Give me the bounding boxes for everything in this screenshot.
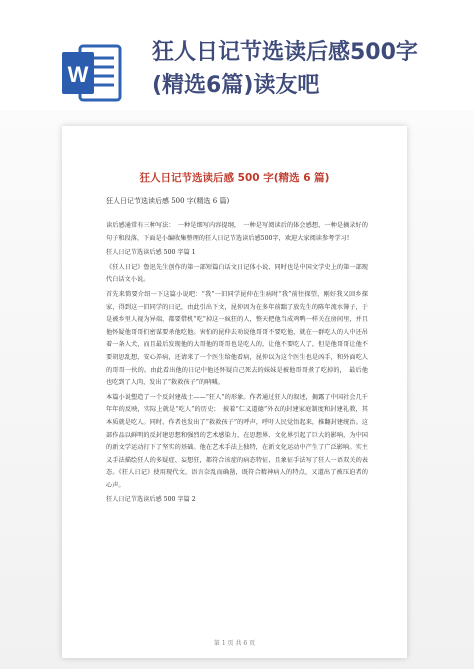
- paragraph: 读后感通常有三种写法： 一种是细写内容提纲， 一种是写阅读后的体会感想，一种是摘录好的句子和段落，下面是小编收集整理的狂人日记节选读后感500字，欢迎大家阅读参考学习!: [106, 222, 368, 242]
- word-icon-letter: W: [67, 62, 89, 87]
- document-page[interactable]: [62, 126, 407, 658]
- header-title: [152, 36, 452, 102]
- header-title-line1: 狂人日记节选读后感500字: [152, 40, 418, 65]
- document-subtitle: 狂人日记节选读后感 500 字(精选 6 篇): [106, 197, 230, 205]
- page-footer: 第 1 页 共 6 页: [213, 640, 256, 647]
- paragraph: 《狂人日记》鲁迅先生创作的第一部短篇白话文日记体小说，同时也是中国文学史上的第一部现代白话文小说。: [106, 263, 368, 284]
- section-heading: 狂人日记节选读后感 500 字篇 2: [106, 496, 196, 504]
- paragraph: 首先来简要介绍一下这篇小说吧：“我”一旧同学昆仲在生病时“我”前往探望，刚好我又回乡探家，得到这一旧同学的日记，由此引出下文，昆仲因为在多年前踹了放先生的陈年流水簿子，于是被乡里人视为异端，都要借机“吃”掉这一疯狂的人，整天把他当成鸡鸭一样关在房间里，并且他怀疑他哥哥们密谋要杀他吃他。害怕的昆仲去劝说他哥哥不要吃他，就在一群吃人的人中还吊着一条人犬，而且最后发现他的大哥他的哥哥也是吃人的，让他不要吃人了，但是他哥哥让他不要胡思乱想，安心养病，还请来了一个医生给他看病，昆仲以为这个医生也是凶手，和外面吃人的哥哥一伙的。由此看出他的日记中他还怀疑自己死去的妹妹是被他哥哥煮了吃掉的， 最后他也吃到了人肉，发出了“救救孩子”的呐喊。: [106, 290, 368, 387]
- document-body: [106, 220, 368, 509]
- word-document-icon: [58, 38, 128, 108]
- document-title: 狂人日记节选读后感 500 字(精选 6 篇): [139, 172, 330, 184]
- header-title-line2: (精选6篇)读友吧: [152, 73, 320, 98]
- section-heading: 狂人日记节选读后感 500 字篇 1: [106, 249, 196, 257]
- paragraph: 本篇小说塑造了一个反封建战士——“狂人”的形象。作者通过狂人的叙述，揭露了中国社会几千年年的反映，实际上就是“吃人”的历史； 披着“仁义道德”外衣的封建家庭制度和封建礼教，其本质就是吃人。同时，作者也发出了“救救孩子”的呼声，呼吁人民觉悟起来，推翻封建统治。这部作品以鲜明的反封建思想和强烈的艺术感染力，在思想界、文化界引起了巨大的影响，为中国的新文学运动打下了坚实的基础。他在艺术手法上独特，在新文化运动中产生了广泛影响。实主义手法描绘狂人的多疑症、妄想狂，都符合该症的病态特征，且象征手法写了狂人一语双关的表态。《狂人日记》使用现代文，语言奈乱而确凿，既符合精神病人的特点，又道出了被压迫者的心声。: [106, 393, 368, 489]
- page-header: [0, 0, 474, 115]
